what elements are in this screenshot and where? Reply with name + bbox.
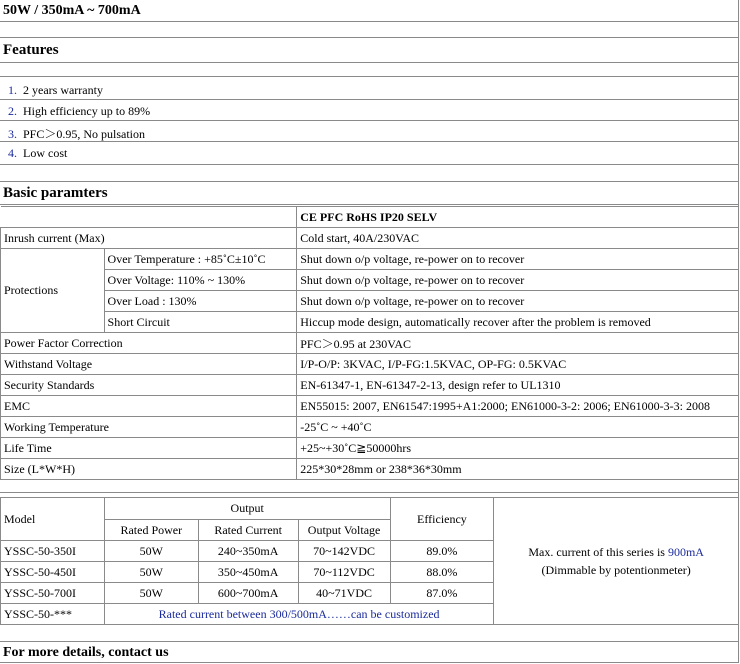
divider xyxy=(0,76,738,77)
model-efficiency: 88.0% xyxy=(390,562,494,583)
divider xyxy=(0,21,738,22)
protection-value: Shut down o/p voltage, re-power on to recover xyxy=(297,270,739,291)
feature-text: Low cost xyxy=(23,146,68,160)
feature-text: 2 years warranty xyxy=(23,83,103,97)
protection-name: Short Circuit xyxy=(104,312,297,333)
feature-number: 2. xyxy=(8,104,17,118)
param-value: I/P-O/P: 3KVAC, I/P-FG:1.5KVAC, OP-FG: 0.5KVAC xyxy=(297,354,739,375)
params-heading: Basic paramters xyxy=(3,185,108,201)
model-current: 350~450mA xyxy=(198,562,298,583)
divider xyxy=(0,141,738,142)
divider xyxy=(0,492,738,493)
model-power: 50W xyxy=(104,583,198,604)
model-name: YSSC-50-700I xyxy=(1,583,105,604)
divider xyxy=(0,181,738,182)
divider xyxy=(0,164,738,165)
param-label: Life Time xyxy=(1,438,297,459)
protection-value: Hiccup mode design, automatically recover after the problem is removed xyxy=(297,312,739,333)
protection-name: Over Temperature : +85˚C±10˚C xyxy=(104,249,297,270)
cert-cell: CE PFC RoHS IP20 SELV xyxy=(297,207,739,228)
models-table xyxy=(0,497,739,625)
col-output-voltage: Output Voltage xyxy=(298,520,390,541)
model-voltage: 70~142VDC xyxy=(298,541,390,562)
model-power: 50W xyxy=(104,541,198,562)
feature-text: High efficiency up to 89% xyxy=(23,104,151,118)
divider xyxy=(0,120,738,121)
feature-number: 1. xyxy=(8,83,17,97)
page-title: 50W / 350mA ~ 700mA xyxy=(3,3,141,18)
protections-label: Protections xyxy=(1,249,105,333)
protection-value: Shut down o/p voltage, re-power on to recover xyxy=(297,291,739,312)
features-heading: Features xyxy=(3,42,59,58)
model-efficiency: 87.0% xyxy=(390,583,494,604)
feature-item xyxy=(8,146,67,161)
model-efficiency: 89.0% xyxy=(390,541,494,562)
max-current-note xyxy=(494,498,739,625)
max-current-value: 900mA xyxy=(667,545,704,559)
model-current: 240~350mA xyxy=(198,541,298,562)
model-header: Model xyxy=(1,498,105,541)
footer-contact: For more details, contact us xyxy=(3,645,169,660)
param-value: EN55015: 2007, EN61547:1995+A1:2000; EN61000-3-2: 2006; EN61000-3-3: 2008 xyxy=(297,396,739,417)
blank-cell xyxy=(1,207,297,228)
protection-name: Over Load : 130% xyxy=(104,291,297,312)
model-voltage: 40~71VDC xyxy=(298,583,390,604)
custom-model: YSSC-50-*** xyxy=(1,604,105,625)
divider xyxy=(0,37,738,38)
divider xyxy=(0,641,738,642)
protection-name: Over Voltage: 110% ~ 130% xyxy=(104,270,297,291)
param-label: Working Temperature xyxy=(1,417,297,438)
dimmable-note: (Dimmable by potentionmeter) xyxy=(541,563,691,577)
param-value: EN-61347-1, EN-61347-2-13, design refer to UL1310 xyxy=(297,375,739,396)
param-value: +25~+30˚C≧50000hrs xyxy=(297,438,739,459)
param-label: Inrush current (Max) xyxy=(1,228,297,249)
param-label: Power Factor Correction xyxy=(1,333,297,354)
model-name: YSSC-50-450I xyxy=(1,562,105,583)
feature-item xyxy=(8,83,103,98)
efficiency-header: Efficiency xyxy=(390,498,494,541)
divider xyxy=(0,62,738,63)
param-value: 225*30*28mm or 238*36*30mm xyxy=(297,459,739,480)
model-power: 50W xyxy=(104,562,198,583)
param-label: Size (L*W*H) xyxy=(1,459,297,480)
max-current-prefix: Max. current of this series is xyxy=(528,545,668,559)
custom-note: Rated current between 300/500mA……can be customized xyxy=(104,604,493,625)
feature-item xyxy=(8,104,150,119)
feature-number: 4. xyxy=(8,146,17,160)
feature-item xyxy=(8,125,145,142)
col-rated-current: Rated Current xyxy=(198,520,298,541)
divider xyxy=(0,99,738,100)
feature-text: PFC＞0.95, No pulsation xyxy=(23,127,146,141)
divider xyxy=(0,204,738,205)
feature-number: 3. xyxy=(8,127,17,141)
params-table xyxy=(0,206,739,480)
model-name: YSSC-50-350I xyxy=(1,541,105,562)
col-rated-power: Rated Power xyxy=(104,520,198,541)
param-value: -25˚C ~ +40˚C xyxy=(297,417,739,438)
param-label: EMC xyxy=(1,396,297,417)
param-value: PFC＞0.95 at 230VAC xyxy=(297,333,739,354)
param-value: Cold start, 40A/230VAC xyxy=(297,228,739,249)
protection-value: Shut down o/p voltage, re-power on to recover xyxy=(297,249,739,270)
model-voltage: 70~112VDC xyxy=(298,562,390,583)
param-label: Security Standards xyxy=(1,375,297,396)
param-label: Withstand Voltage xyxy=(1,354,297,375)
model-current: 600~700mA xyxy=(198,583,298,604)
output-header: Output xyxy=(104,498,390,520)
